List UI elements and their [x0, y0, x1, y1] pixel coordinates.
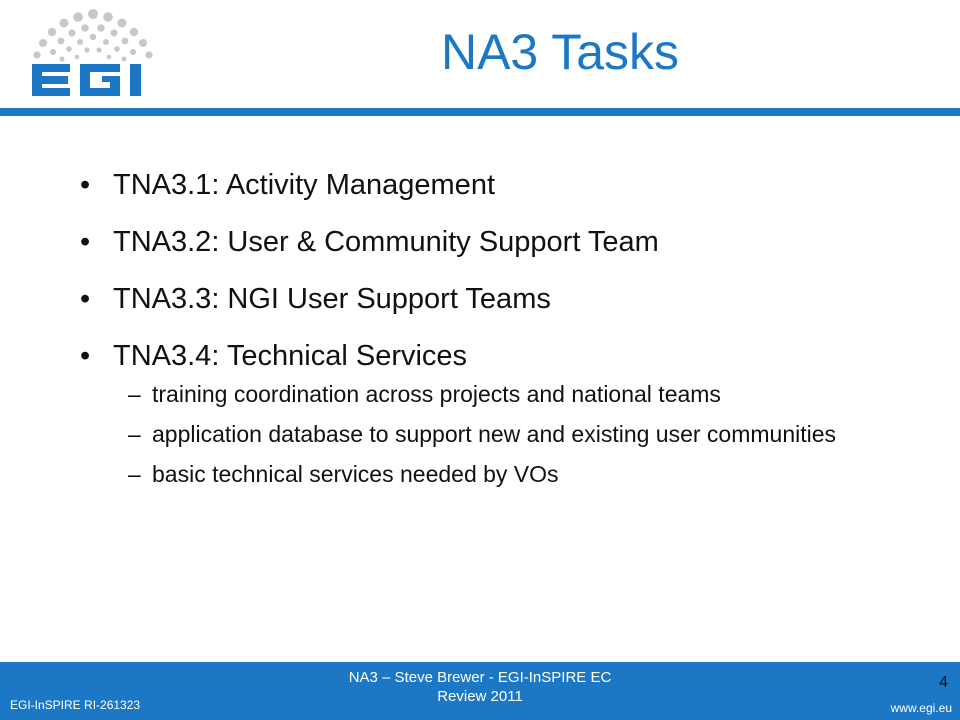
sub-bullet-marker: –: [128, 461, 141, 487]
sub-bullet-item: [80, 421, 852, 447]
footer-website: www.egi.eu: [890, 701, 952, 715]
footer-caption: [330, 668, 630, 706]
bullet-text: TNA3.2: User & Community Support Team: [113, 226, 659, 258]
sub-bullet-text: application database to support new and existing user communities: [152, 421, 837, 447]
footer-project-id: EGI-InSPIRE RI-261323: [10, 698, 141, 712]
header-rule: [0, 108, 960, 116]
sub-bullet-item: [80, 381, 852, 407]
sub-bullet-text: basic technical services needed by VOs: [152, 461, 559, 487]
bullet-item: [80, 336, 880, 376]
bullet-marker: •: [80, 340, 91, 372]
bullet-item: [80, 222, 880, 262]
bullet-text: TNA3.3: NGI User Support Teams: [113, 283, 551, 315]
bullet-marker: •: [80, 169, 91, 201]
page-number: 4: [939, 674, 948, 691]
sub-bullet-list: [80, 381, 880, 487]
sub-bullet-text: training coordination across projects and national teams: [152, 381, 721, 407]
footer-caption-line: Review 2011: [437, 688, 523, 705]
sub-bullet-item: [80, 461, 852, 487]
bullet-text: TNA3.1: Activity Management: [113, 169, 495, 201]
bullet-item: [80, 165, 880, 205]
bullet-marker: •: [80, 226, 91, 258]
slide-content: [80, 165, 880, 501]
bullet-marker: •: [80, 283, 91, 315]
sub-bullet-marker: –: [128, 421, 141, 447]
slide-title: NA3 Tasks: [440, 24, 680, 80]
bullet-text: TNA3.4: Technical Services: [113, 340, 468, 372]
sub-bullet-marker: –: [128, 381, 141, 407]
bullet-item: [80, 279, 880, 319]
logo-wordmark: [18, 56, 168, 104]
egi-logo: [18, 4, 168, 104]
footer-caption-line: NA3 – Steve Brewer - EGI-InSPIRE EC: [348, 669, 612, 686]
